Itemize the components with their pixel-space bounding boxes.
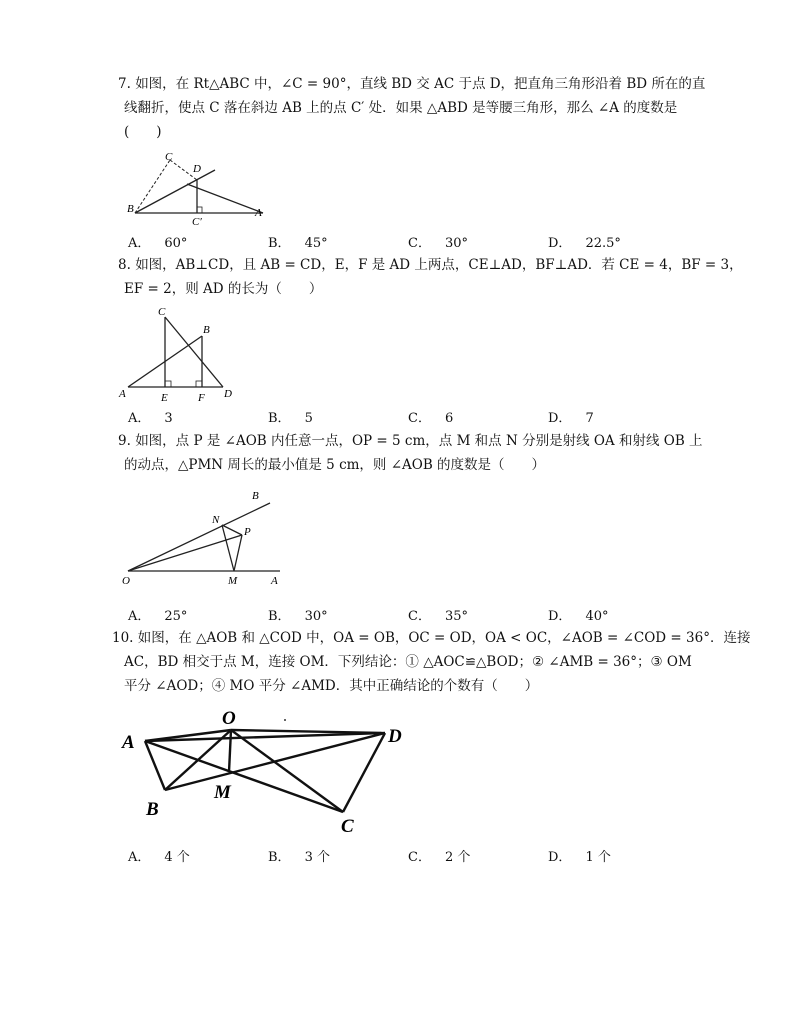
- q9-label-b: B: [252, 490, 259, 502]
- option-text: 3: [164, 411, 173, 426]
- option-label: A．: [128, 850, 151, 865]
- q9-option-d[interactable]: [548, 605, 608, 624]
- q8-option-d[interactable]: [548, 407, 594, 426]
- q8-label-a: A: [119, 388, 126, 400]
- q10-option-c[interactable]: [408, 846, 470, 865]
- option-label: B．: [268, 411, 291, 426]
- q10-option-b[interactable]: [268, 846, 330, 865]
- q8-option-c[interactable]: [408, 407, 453, 426]
- q8-label-b: B: [203, 324, 210, 336]
- q10-segment-oc: [231, 730, 343, 812]
- option-label: D．: [548, 411, 572, 426]
- option-label: B．: [268, 850, 291, 865]
- option-text: 30°: [444, 236, 468, 251]
- option-label: D．: [548, 609, 572, 624]
- q8-label-d: D: [224, 388, 232, 400]
- question-7-options: [128, 232, 688, 252]
- question-9-options: [128, 605, 688, 625]
- question-8-figure: [118, 305, 238, 405]
- option-text: 45°: [304, 236, 328, 251]
- question-10-line-3: 平分 ∠AOD；④ MO 平分 ∠AMD．其中正确结论的个数有（ ）: [124, 678, 539, 694]
- question-10-line-2: AC，BD 相交于点 M，连接 OM．下列结论：① △AOC≌△BOD；② ∠AMB = 36°；③ OM: [124, 654, 692, 670]
- q10-label-a: A: [122, 732, 135, 753]
- question-7-figure: [125, 148, 275, 228]
- q8-option-a[interactable]: [128, 407, 173, 426]
- option-label: C．: [408, 609, 431, 624]
- option-label: A．: [128, 609, 151, 624]
- question-7: [118, 72, 708, 144]
- question-7-text-1: 如图，在 Rt△ABC 中，∠C = 90°，直线 BD 交 AC 于点 D，把直角三角形沿着 BD 所在的直: [135, 76, 706, 92]
- option-text: 2 个: [444, 850, 471, 865]
- option-text: 22.5°: [585, 236, 621, 251]
- question-7-line-3: ( ): [124, 124, 162, 140]
- q7-option-a[interactable]: [128, 232, 187, 251]
- option-text: 40°: [585, 609, 609, 624]
- q10-segment-cd: [343, 733, 385, 812]
- q7-segment-ca: [187, 184, 263, 213]
- question-9-line-1: [118, 429, 708, 453]
- q9-segment-pm: [234, 535, 242, 571]
- q7-label-a: A: [255, 207, 262, 219]
- question-8-line-1: [118, 253, 743, 277]
- question-10-figure: [115, 700, 400, 840]
- option-text: 1 个: [585, 850, 611, 865]
- q7-label-b: B: [127, 203, 134, 215]
- question-9-line-2: 的动点，△PMN 周长的最小值是 5 cm，则 ∠AOB 的度数是（ ）: [124, 457, 546, 473]
- q9-label-n: N: [212, 514, 220, 526]
- q9-label-p: P: [244, 526, 251, 538]
- q9-label-a: A: [271, 575, 278, 587]
- question-7-line-2: 线翻折，使点 C 落在斜边 AB 上的点 C′ 处．如果 △ABD 是等腰三角形，那么 ∠A 的度数是: [124, 100, 678, 116]
- q7-label-d: D: [193, 163, 201, 175]
- option-text: 6: [444, 411, 454, 426]
- question-9-figure: [118, 485, 288, 590]
- question-8-number: 8.: [118, 257, 131, 273]
- question-10: [112, 626, 751, 698]
- q10-segment-od: [231, 730, 385, 733]
- q10-segment-om: [229, 730, 231, 772]
- question-8: [118, 253, 743, 301]
- q10-label-b: B: [146, 799, 159, 820]
- option-label: C．: [408, 236, 431, 251]
- q7-label-c-prime: C′: [192, 216, 202, 228]
- question-8-text-1: 如图，AB⊥CD，且 AB = CD，E，F 是 AD 上两点，CE⊥AD，BF⊥AD．若 CE = 4，BF = 3，: [135, 257, 743, 273]
- option-label: D．: [548, 850, 572, 865]
- option-label: C．: [408, 850, 431, 865]
- option-label: D．: [548, 236, 572, 251]
- q8-label-c: C: [158, 306, 166, 318]
- option-text: 5: [304, 411, 313, 426]
- q8-label-e: E: [161, 392, 168, 404]
- option-label: C．: [408, 411, 431, 426]
- q8-segment-cd: [165, 317, 223, 387]
- question-10-number: 10.: [112, 630, 134, 646]
- q9-label-m: M: [228, 575, 238, 587]
- q8-right-angle-f: [196, 381, 202, 387]
- question-8-options: [128, 407, 688, 427]
- option-text: 60°: [164, 236, 188, 251]
- q10-label-d: D: [388, 726, 402, 747]
- q10-label-c: C: [341, 816, 354, 837]
- question-10-options: [128, 846, 688, 866]
- question-7-line-1: [118, 72, 708, 96]
- q7-option-d[interactable]: [548, 232, 621, 251]
- q9-segment-nm: [222, 525, 234, 571]
- q9-segment-np: [222, 525, 242, 535]
- question-9-number: 9.: [118, 433, 131, 449]
- option-label: B．: [268, 236, 291, 251]
- question-9-text-1: 如图，点 P 是 ∠AOB 内任意一点，OP = 5 cm，点 M 和点 N 分别是射线 OA 和射线 OB 上: [135, 433, 703, 449]
- option-text: 35°: [444, 609, 468, 624]
- q9-label-o: O: [122, 575, 130, 587]
- option-label: A．: [128, 236, 151, 251]
- option-text: 7: [585, 411, 594, 426]
- option-text: 30°: [304, 609, 328, 624]
- q9-option-a[interactable]: [128, 605, 187, 624]
- q8-right-angle-e: [165, 381, 171, 387]
- q9-option-b[interactable]: [268, 605, 328, 624]
- option-label: A．: [128, 411, 151, 426]
- q10-label-m: M: [214, 782, 231, 803]
- q7-right-angle-mark: [197, 207, 202, 213]
- q7-option-b[interactable]: [268, 232, 328, 251]
- q10-option-a[interactable]: [128, 846, 190, 865]
- q9-option-c[interactable]: [408, 605, 468, 624]
- q8-label-f: F: [198, 392, 205, 404]
- option-label: B．: [268, 609, 291, 624]
- q10-label-o: O: [222, 708, 236, 729]
- q7-option-c[interactable]: [408, 232, 468, 251]
- q9-segment-op: [128, 535, 242, 571]
- question-10-line-1: [112, 626, 751, 650]
- q8-option-b[interactable]: [268, 407, 313, 426]
- q7-dashed-bc: [135, 160, 170, 213]
- q7-segment-bd: [135, 170, 215, 213]
- option-text: 4 个: [164, 850, 190, 865]
- option-text: 3 个: [304, 850, 330, 865]
- question-10-text-1: 如图，在 △AOB 和 △COD 中，OA = OB，OC = OD，OA < OC，∠AOB = ∠COD = 36°．连接: [137, 630, 751, 646]
- question-9: [118, 429, 708, 477]
- q10-stray-dot: [284, 719, 286, 721]
- q7-label-c: C: [165, 151, 173, 163]
- option-text: 25°: [164, 609, 188, 624]
- q10-option-d[interactable]: [548, 846, 611, 865]
- question-7-number: 7.: [118, 76, 131, 92]
- question-8-line-2: EF = 2，则 AD 的长为（ ）: [124, 281, 323, 297]
